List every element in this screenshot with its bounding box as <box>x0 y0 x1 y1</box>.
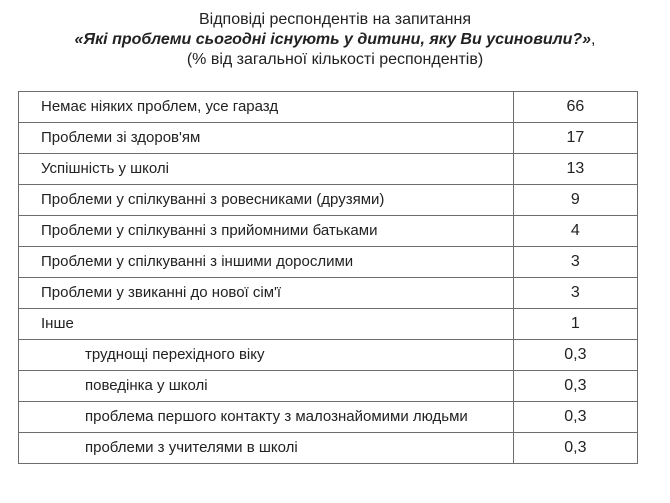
table-row-sub <box>19 371 638 402</box>
table-row <box>19 185 638 216</box>
row-label: проблеми з учителями в школі <box>19 433 514 464</box>
row-label: Проблеми у спілкуванні з прийомними батьками <box>19 216 514 247</box>
row-label: Немає ніяких проблем, усе гаразд <box>19 92 514 123</box>
row-value: 0,3 <box>513 402 637 433</box>
title-question-suffix: , <box>591 31 596 48</box>
row-label: труднощі перехідного віку <box>19 340 514 371</box>
row-label: Інше <box>19 309 514 340</box>
row-value: 0,3 <box>513 340 637 371</box>
row-value: 0,3 <box>513 371 637 402</box>
row-value: 17 <box>513 123 637 154</box>
table-row-sub <box>19 433 638 464</box>
table-row <box>19 216 638 247</box>
table-row <box>19 123 638 154</box>
responses-table <box>18 91 638 464</box>
row-value: 1 <box>513 309 637 340</box>
row-label: поведінка у школі <box>19 371 514 402</box>
row-label: проблема першого контакту з малознайомими людьми <box>19 402 514 433</box>
row-label: Успішність у школі <box>19 154 514 185</box>
table-title <box>0 10 670 70</box>
row-label: Проблеми у звиканні до нової сім'ї <box>19 278 514 309</box>
title-question: «Які проблеми сьогодні існують у дитини, яку Ви усиновили?» <box>74 31 592 48</box>
title-line-2-wrap <box>0 30 670 50</box>
table-row <box>19 154 638 185</box>
row-label: Проблеми у спілкуванні з ровесниками (друзями) <box>19 185 514 216</box>
row-value: 13 <box>513 154 637 185</box>
table-row-sub <box>19 402 638 433</box>
row-value: 3 <box>513 278 637 309</box>
table-row <box>19 309 638 340</box>
title-line-1: Відповіді респондентів на запитання <box>198 11 471 28</box>
row-value: 9 <box>513 185 637 216</box>
row-label: Проблеми у спілкуванні з іншими дорослими <box>19 247 514 278</box>
title-line-3: (% від загальної кількості респондентів) <box>186 51 484 68</box>
table-row <box>19 278 638 309</box>
row-value: 66 <box>513 92 637 123</box>
row-value: 0,3 <box>513 433 637 464</box>
table-row-sub <box>19 340 638 371</box>
row-value: 4 <box>513 216 637 247</box>
row-label: Проблеми зі здоров'ям <box>19 123 514 154</box>
row-value: 3 <box>513 247 637 278</box>
table-row <box>19 247 638 278</box>
table-row <box>19 92 638 123</box>
